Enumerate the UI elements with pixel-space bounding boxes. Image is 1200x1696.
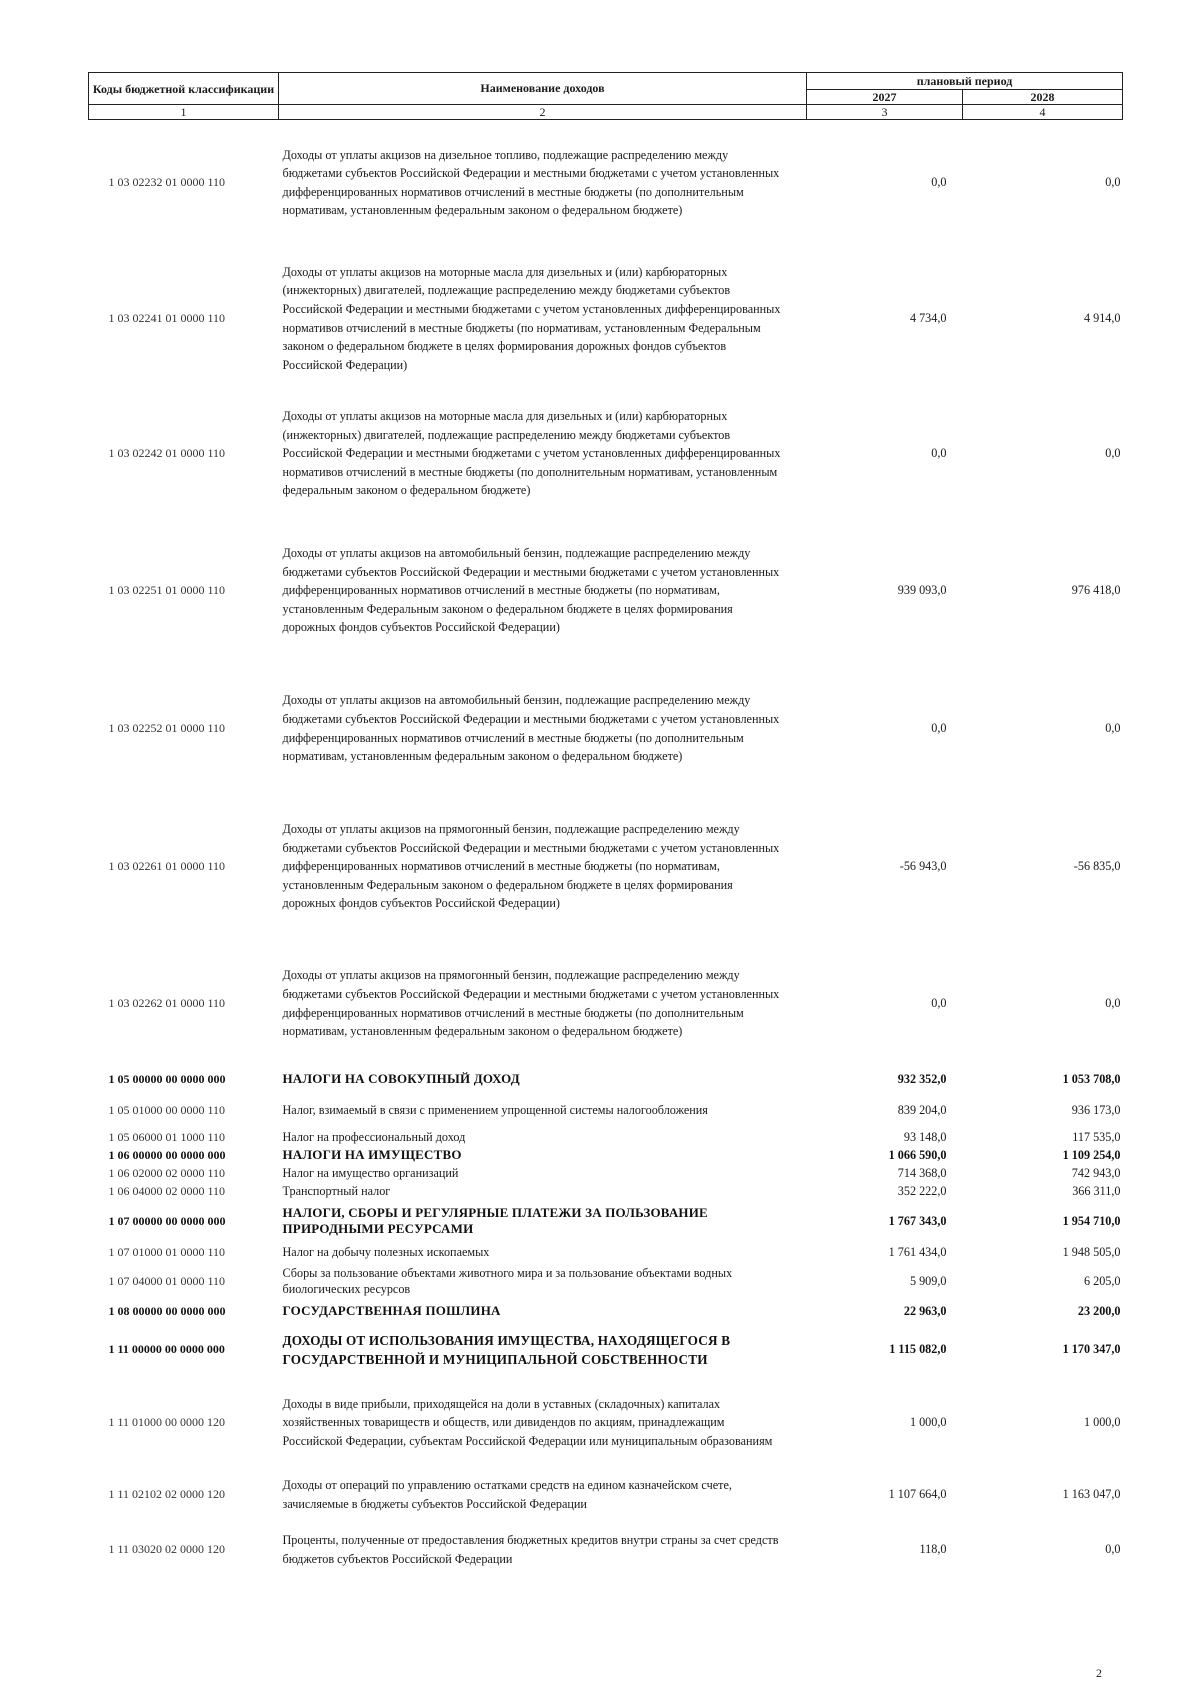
row-code: 1 11 00000 00 0000 000	[108, 1342, 225, 1357]
table-row	[89, 1092, 1123, 1128]
row-value-2027: 714 368,0	[897, 1165, 947, 1180]
row-code: 1 07 00000 00 0000 000	[108, 1213, 226, 1228]
row-value-2028: 0,0	[1105, 721, 1121, 736]
header-code: Коды бюджетной классификации	[89, 73, 279, 105]
row-value-2027: 5 909,0	[909, 1273, 947, 1288]
table-row	[89, 120, 1123, 246]
row-value-2028: -56 835,0	[1073, 859, 1121, 874]
row-value-2028: 976 418,0	[1071, 583, 1121, 598]
row-name: Доходы от уплаты акцизов на моторные масла для дизельных и (или) карбюраторных (инжекторных) двигателей, подлежащие распределению между бюджетами субъектов Российской Федерации и местными бюджетами с учетом установленных дифференцированных нормативов отчислений в местные бюджеты (по дополнительным нормативам, установленным федеральным законом о федеральном бюджете)	[282, 409, 781, 498]
row-value-2027: 1 761 434,0	[888, 1244, 947, 1259]
page-number: 2	[1096, 1666, 1102, 1680]
row-value-2027: 1 000,0	[909, 1415, 947, 1430]
row-value-2027: 1 066 590,0	[888, 1147, 947, 1162]
table-row	[89, 1182, 1123, 1200]
header-index-2: 2	[279, 105, 807, 120]
row-name: Доходы от уплаты акцизов на автомобильный бензин, подлежащие распределению между бюджетами субъектов Российской Федерации и местными бюджетами с учетом установленных дифференцированных нормативов отчислений в местные бюджеты (по нормативам, установленным Федеральным законом о федеральном бюджете в целях формирования дорожных фондов субъектов Российской Федерации)	[282, 546, 780, 635]
table-row	[89, 1378, 1123, 1468]
header-index-3: 3	[807, 105, 963, 120]
row-code: 1 06 04000 02 0000 110	[108, 1183, 226, 1198]
row-value-2027: 0,0	[931, 446, 947, 461]
row-value-2028: 742 943,0	[1071, 1165, 1121, 1180]
row-name: НАЛОГИ НА ИМУЩЕСТВО	[282, 1146, 462, 1162]
table-row	[89, 1262, 1123, 1300]
row-name: Доходы от уплаты акцизов на прямогонный бензин, подлежащие распределению между бюджетами субъектов Российской Федерации и местными бюджетами с учетом установленных дифференцированных нормативов отчислений в местные бюджеты (по дополнительным нормативам, установленным федеральным законом о федеральном бюджете)	[282, 968, 780, 1039]
table-body	[89, 120, 1123, 1578]
row-name: Транспортный налог	[282, 1183, 391, 1198]
row-name: Налог на добычу полезных ископаемых	[282, 1244, 490, 1259]
row-value-2028: 0,0	[1105, 996, 1121, 1011]
header-year-2027: 2027	[807, 90, 963, 105]
table-row	[89, 1242, 1123, 1262]
row-code: 1 07 01000 01 0000 110	[108, 1244, 226, 1259]
row-code: 1 03 02242 01 0000 110	[108, 446, 226, 461]
row-value-2028: 1 000,0	[1083, 1415, 1121, 1430]
row-code: 1 03 02251 01 0000 110	[108, 583, 226, 598]
row-code: 1 05 00000 00 0000 000	[108, 1071, 226, 1086]
row-value-2028: 117 535,0	[1072, 1129, 1121, 1144]
row-value-2028: 0,0	[1105, 1542, 1121, 1557]
header-name: Наименование доходов	[279, 73, 807, 105]
row-value-2028: 366 311,0	[1072, 1183, 1121, 1198]
table-row	[89, 1522, 1123, 1578]
table-row	[89, 246, 1123, 392]
row-value-2027: 1 107 664,0	[888, 1487, 947, 1502]
row-code: 1 06 00000 00 0000 000	[108, 1147, 226, 1162]
row-name: Проценты, полученные от предоставления бюджетных кредитов внутри страны за счет средств бюджетов субъектов Российской Федерации	[282, 1532, 779, 1566]
row-name: Сборы за пользование объектами животного мира и за пользование объектами водных биологических ресурсов	[282, 1265, 733, 1296]
table-row	[89, 942, 1123, 1066]
row-value-2027: 22 963,0	[903, 1303, 947, 1318]
row-name: Доходы от уплаты акцизов на дизельное топливо, подлежащие распределению между бюджетами субъектов Российской Федерации и местными бюджетами с учетом установленных дифференцированных нормативов отчислений в местные бюджеты (по дополнительным нормативам, установленным федеральным законом о федеральном бюджете)	[282, 147, 780, 218]
row-code: 1 08 00000 00 0000 000	[108, 1303, 226, 1318]
table-row-total	[89, 1322, 1123, 1378]
row-name: Налог на имущество организаций	[282, 1165, 459, 1180]
row-value-2027: -56 943,0	[899, 859, 947, 874]
row-value-2028: 1 954 710,0	[1062, 1213, 1121, 1228]
row-value-2027: 939 093,0	[897, 583, 947, 598]
row-value-2028: 1 053 708,0	[1062, 1071, 1121, 1086]
table-row	[89, 792, 1123, 942]
table-row	[89, 666, 1123, 792]
header-year-2028: 2028	[963, 90, 1123, 105]
row-value-2027: 1 767 343,0	[888, 1213, 947, 1228]
row-value-2027: 93 148,0	[903, 1129, 947, 1144]
row-value-2027: 0,0	[931, 996, 947, 1011]
row-code: 1 03 02241 01 0000 110	[108, 311, 226, 326]
row-code: 1 03 02262 01 0000 110	[108, 996, 226, 1011]
row-value-2028: 1 170 347,0	[1062, 1342, 1121, 1357]
row-name: НАЛОГИ НА СОВОКУПНЫЙ ДОХОД	[282, 1070, 520, 1086]
row-name: Доходы от уплаты акцизов на автомобильный бензин, подлежащие распределению между бюджетами субъектов Российской Федерации и местными бюджетами с учетом установленных дифференцированных нормативов отчислений в местные бюджеты (по дополнительным нормативам, установленным федеральным законом о федеральном бюджете)	[282, 693, 780, 764]
row-value-2027: 352 222,0	[897, 1183, 947, 1198]
row-name: Доходы от уплаты акцизов на прямогонный бензин, подлежащие распределению между бюджетами субъектов Российской Федерации и местными бюджетами с учетом установленных дифференцированных нормативов отчислений в местные бюджеты (по нормативам, установленным Федеральным законом о федеральном бюджете в целях формирования дорожных фондов субъектов Российской Федерации)	[282, 822, 780, 911]
table-row-total	[89, 1066, 1123, 1092]
row-code: 1 03 02252 01 0000 110	[108, 721, 226, 736]
row-value-2027: 0,0	[931, 175, 947, 190]
row-value-2027: 839 204,0	[897, 1102, 947, 1117]
table-row-total	[89, 1146, 1123, 1164]
row-name: НАЛОГИ, СБОРЫ И РЕГУЛЯРНЫЕ ПЛАТЕЖИ ЗА ПОЛЬЗОВАНИЕ ПРИРОДНЫМИ РЕСУРСАМИ	[282, 1204, 708, 1236]
row-code: 1 05 06000 01 1000 110	[108, 1129, 226, 1144]
header-index-1: 1	[89, 105, 279, 120]
row-value-2028: 6 205,0	[1083, 1273, 1121, 1288]
row-code: 1 03 02232 01 0000 110	[108, 175, 226, 190]
row-value-2028: 936 173,0	[1071, 1102, 1121, 1117]
table-row	[89, 516, 1123, 666]
row-code: 1 05 01000 00 0000 110	[108, 1102, 226, 1117]
table-row-total	[89, 1200, 1123, 1242]
row-value-2028: 1 109 254,0	[1062, 1147, 1121, 1162]
row-value-2027: 0,0	[931, 721, 947, 736]
row-code: 1 03 02261 01 0000 110	[108, 859, 226, 874]
table-row	[89, 392, 1123, 516]
row-value-2028: 4 914,0	[1083, 311, 1121, 326]
row-value-2028: 0,0	[1105, 446, 1121, 461]
row-name: Доходы от уплаты акцизов на моторные масла для дизельных и (или) карбюраторных (инжекторных) двигателей, подлежащие распределению между бюджетами субъектов Российской Федерации и местными бюджетами с учетом установленных дифференцированных нормативов отчислений в местные бюджеты (по нормативам, установленным Федеральным законом о федеральном бюджете в целях формирования дорожных фондов субъектов Российской Федерации)	[282, 264, 781, 372]
row-value-2028: 0,0	[1105, 175, 1121, 190]
table-row	[89, 1128, 1123, 1146]
row-name: Доходы от операций по управлению остатками средств на едином казначейском счете, зачисляемые в бюджеты субъектов Российской Федерации	[282, 1477, 732, 1511]
row-value-2027: 1 115 082,0	[889, 1342, 947, 1357]
row-name: ГОСУДАРСТВЕННАЯ ПОШЛИНА	[282, 1302, 501, 1318]
row-value-2027: 932 352,0	[897, 1071, 947, 1086]
row-code: 1 06 02000 02 0000 110	[108, 1165, 226, 1180]
header-index-4: 4	[963, 105, 1123, 120]
row-name: Налог, взимаемый в связи с применением упрощенной системы налогообложения	[282, 1102, 708, 1117]
table-row	[89, 1468, 1123, 1522]
table-row-total	[89, 1300, 1123, 1322]
row-name: ДОХОДЫ ОТ ИСПОЛЬЗОВАНИЯ ИМУЩЕСТВА, НАХОДЯЩЕГОСЯ В ГОСУДАРСТВЕННОЙ И МУНИЦИПАЛЬНОЙ СОБСТВЕННОСТИ	[282, 1332, 731, 1367]
row-value-2028: 1 948 505,0	[1062, 1244, 1121, 1259]
row-code: 1 11 03020 02 0000 120	[108, 1542, 226, 1557]
row-value-2027: 118,0	[919, 1542, 947, 1557]
revenue-table	[88, 72, 1123, 1578]
table-row	[89, 1164, 1123, 1182]
header-period: плановый период	[807, 73, 1123, 90]
row-value-2027: 4 734,0	[909, 311, 947, 326]
row-code: 1 11 02102 02 0000 120	[108, 1487, 226, 1502]
row-name: Доходы в виде прибыли, приходящейся на доли в уставных (складочных) капиталах хозяйственных товариществ и обществ, или дивидендов по акциям, принадлежащим Российской Федерации, субъектам Российской Федерации или муниципальным образованиям	[282, 1396, 773, 1448]
row-value-2028: 23 200,0	[1077, 1303, 1121, 1318]
row-code: 1 11 01000 00 0000 120	[108, 1415, 226, 1430]
table-header	[89, 73, 1123, 120]
row-value-2028: 1 163 047,0	[1062, 1487, 1121, 1502]
row-name: Налог на профессиональный доход	[282, 1129, 466, 1144]
row-code: 1 07 04000 01 0000 110	[108, 1273, 226, 1288]
